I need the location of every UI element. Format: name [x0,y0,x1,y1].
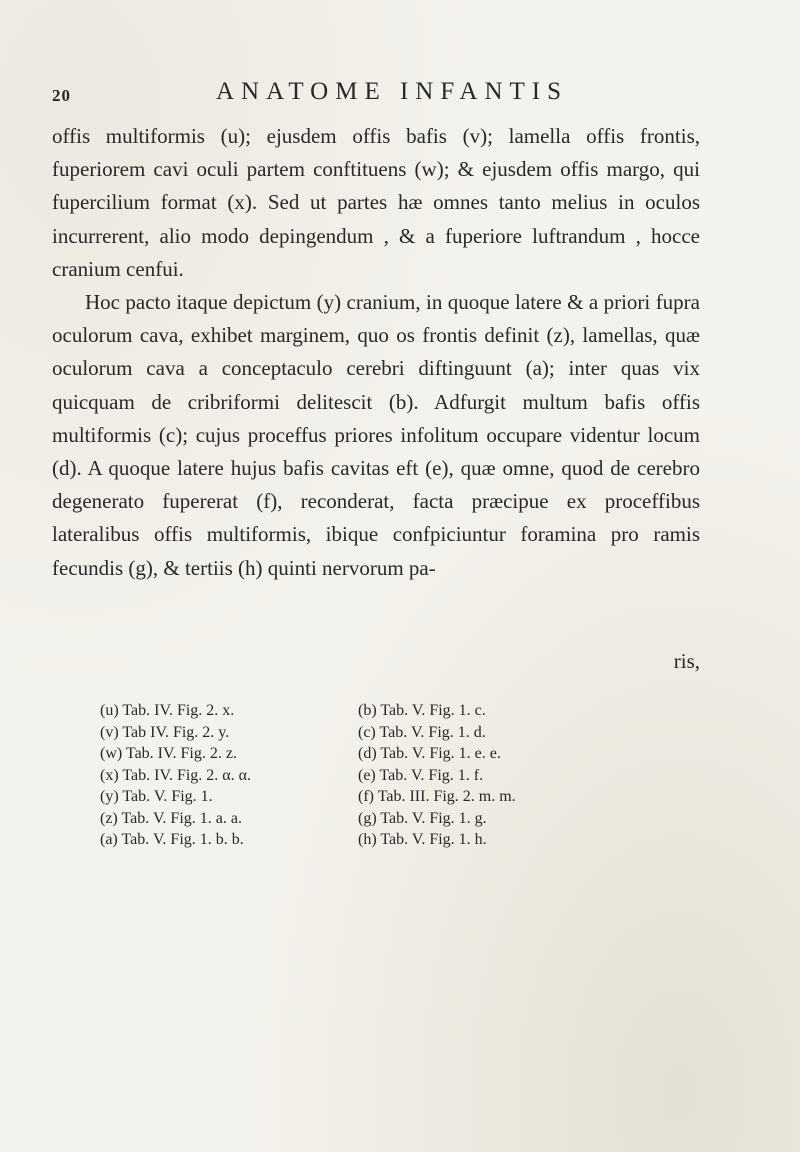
footnote: (g) Tab. V. Fig. 1. g. [358,809,487,827]
footnote: (y) Tab. V. Fig. 1. [100,788,213,805]
footnote: (h) Tab. V. Fig. 1. h. [358,831,487,848]
footnote: (e) Tab. V. Fig. 1. f. [358,766,484,784]
body-text [52,120,700,585]
footnote: (z) Tab. V. Fig. 1. a. a. [100,809,242,827]
footnote: (d) Tab. V. Fig. 1. e. e. [358,745,501,762]
page-number: 20 [52,86,71,105]
footnote: (x) Tab. IV. Fig. 2. α. α. [100,766,252,784]
page-header [52,78,692,114]
footnote: (u) Tab. IV. Fig. 2. x. [100,702,235,719]
footnote: (a) Tab. V. Fig. 1. b. b. [100,831,244,848]
footnote: (w) Tab. IV. Fig. 2. z. [100,745,237,762]
running-title: ANATOME INFANTIS [215,78,569,105]
paragraph-1: offis multiformis (u); ejusdem offis bafis (v); lamella offis frontis, fuperiorem cavi oculi partem conftituens (w); & ejusdem offis margo, qui fupercilium format (x). Sed ut partes hæ omnes tanto melius in oculos incurrerent, alio modo depingendum , & a fuperiore luftrandum , hocce cranium cenfui. [52,124,700,281]
paragraph-2: Hoc pacto itaque depictum (y) cranium, in quoque latere & a priori fupra oculorum cava, exhibet marginem, quo os frontis definit (z), lamellas, quæ oculorum cava a conceptaculo cerebri diftinguunt (a); inter quas vix quicquam de cribriformi delitescit (b). Adfurgit multum bafis offis multiformis (c); cujus proceffus priores infolitum occupare videntur locum (d). A quoque latere hujus bafis cavitas eft (e), quæ omne, quod de cerebro degenerato fupererat (f), reconderat, facta præcipue ex proceffibus lateralibus offis multiformis, ibique confpiciuntur foramina pro ramis fecundis (g), & tertiis (h) quinti nervorum pa- [52,290,700,580]
footnotes-left-column [100,700,400,851]
footnote: (f) Tab. III. Fig. 2. m. m. [358,788,516,805]
footnote: (b) Tab. V. Fig. 1. c. [358,702,486,719]
footnotes-right-column [358,700,658,851]
catchword: ris, [673,649,700,673]
footnote: (v) Tab IV. Fig. 2. y. [100,723,230,741]
footnote: (c) Tab. V. Fig. 1. d. [358,723,486,741]
